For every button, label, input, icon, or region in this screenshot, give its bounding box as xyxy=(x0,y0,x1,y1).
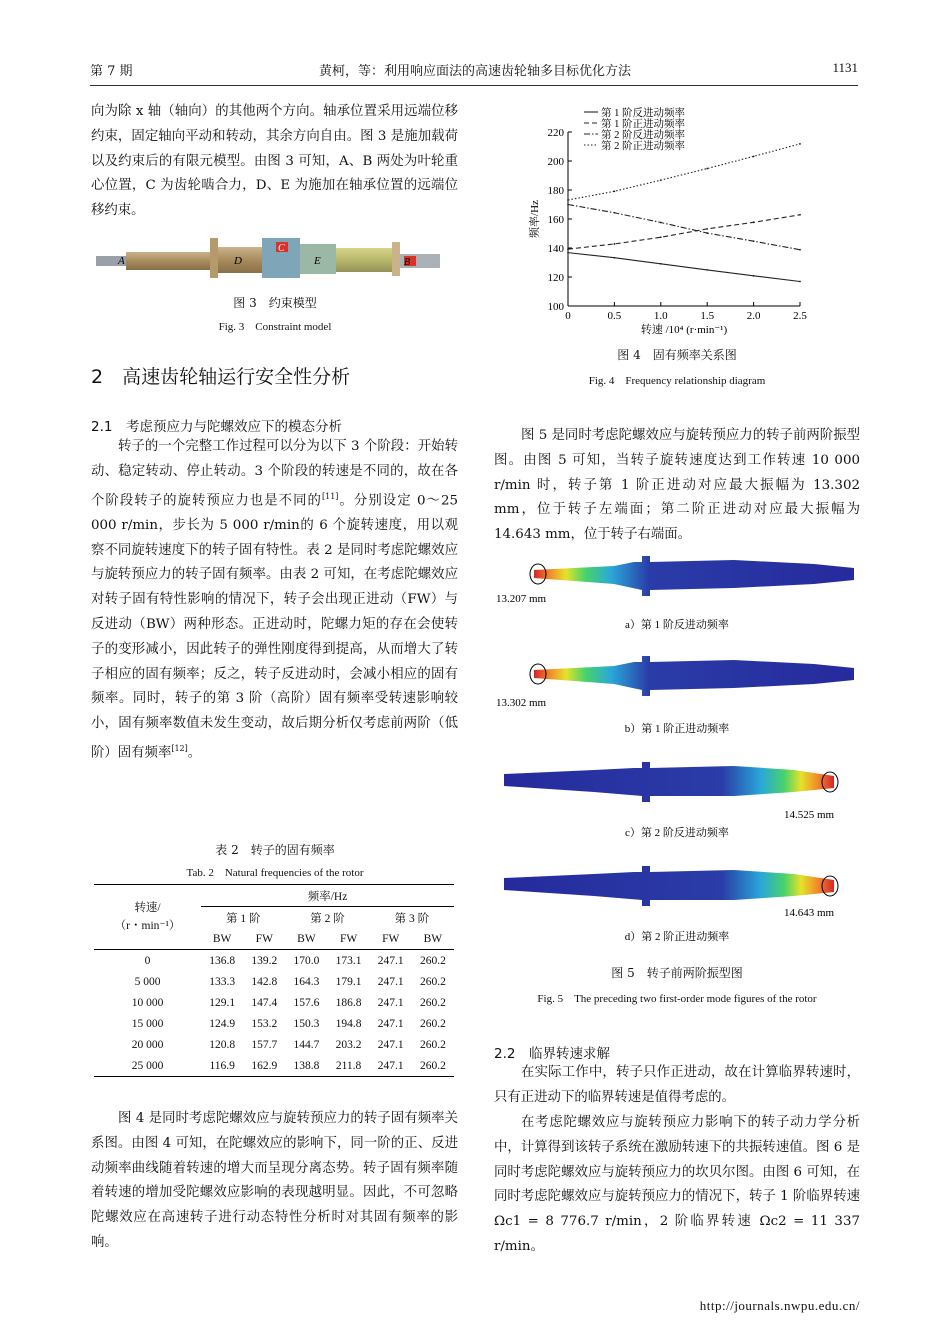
journal-issue: 第 7 期 xyxy=(90,64,133,79)
fig3-flange-right xyxy=(392,242,400,276)
header-rule xyxy=(90,85,858,86)
table-cell-freq: 153.2 xyxy=(251,1017,278,1030)
data-point xyxy=(614,190,616,192)
fig5-mode-shapes xyxy=(494,556,860,956)
table-cell-freq: 260.2 xyxy=(419,1038,446,1051)
legend-label: 第 1 阶反进动频率 xyxy=(601,108,685,119)
tab2-caption-cn: 表 2 转子的固有频率 xyxy=(215,843,335,857)
fig5-d-value: 14.643 mm xyxy=(784,907,835,919)
page-number: 1131 xyxy=(832,60,858,75)
table-cell-freq: 186.8 xyxy=(335,996,362,1009)
data-point xyxy=(567,199,569,201)
table-row xyxy=(94,1013,454,1034)
paragraph-modal-analysis-part1: 转子的一个完整工作过程可以分为以下 3 个阶段：开始转动、稳定转动、停止转动。3 个阶段的转速是不同的，故在各个阶段转子的旋转预应力也是不同的 xyxy=(91,439,458,509)
data-point xyxy=(753,155,755,157)
x-tick-label: 2.0 xyxy=(746,310,761,322)
table-cell-freq: 120.8 xyxy=(209,1038,236,1051)
series-line xyxy=(568,253,800,282)
table-row xyxy=(94,992,454,1013)
data-point xyxy=(660,222,662,224)
table-cell-freq: 260.2 xyxy=(419,954,446,967)
data-point xyxy=(799,249,801,251)
x-tick-label: 1.0 xyxy=(653,310,668,322)
fig5-caption-cn: 图 5 转子前两阶振型图 xyxy=(611,966,743,980)
running-title: 黄柯，等：利用响应面法的高速齿轮轴多目标优化方法 xyxy=(318,64,631,79)
fig3-caption-en: Fig. 3 Constraint model xyxy=(218,321,332,333)
data-point xyxy=(799,214,801,216)
table-head-order1: 第 1 阶 xyxy=(225,912,261,925)
section-2-1-heading: 2.1 考虑预应力与陀螺效应下的模态分析 xyxy=(91,419,342,435)
table-cell-freq: 144.7 xyxy=(293,1038,320,1051)
data-point xyxy=(799,281,801,283)
y-tick-label: 140 xyxy=(547,243,564,255)
fig3-constraint-model xyxy=(92,232,458,282)
fig3-label-B: B xyxy=(404,257,411,268)
table-cell-freq: 260.2 xyxy=(419,975,446,988)
section-2-2-heading: 2.2 临界转速求解 xyxy=(494,1046,610,1062)
x-tick-label: 1.5 xyxy=(700,310,715,322)
table-cell-freq: 136.8 xyxy=(209,954,236,967)
fig5-b-caption: b）第 1 阶正进动频率 xyxy=(624,723,730,735)
fig3-shaft-left xyxy=(126,252,210,270)
x-axis-label: 转速 /10⁴ (r·min⁻¹) xyxy=(640,324,728,336)
table-cell-speed: 10 000 xyxy=(131,996,164,1009)
fig3-caption-cn: 图 3 约束模型 xyxy=(233,296,317,310)
data-point xyxy=(567,252,569,254)
paragraph-bearing-constraint: 向为除 x 轴（轴向）的其他两个方向。轴承位置采用远端位移约束，固定轴向平动和转动，其余方向自由。图 3 是施加载荷以及约束后的有限元模型。由图 3 可知，A、B 两处为叶轮重心位置，C 为齿轮啮合力，D、E 为施加在轴承位置的远端位移约束。 xyxy=(91,104,458,219)
data-point xyxy=(660,263,662,265)
table-row xyxy=(94,1034,454,1055)
data-point xyxy=(567,248,569,250)
table-head-speed-line2: （r・min⁻¹） xyxy=(114,920,181,932)
y-tick-label: 120 xyxy=(547,272,564,284)
data-point xyxy=(706,228,708,230)
table-cell-freq: 139.2 xyxy=(251,954,278,967)
data-point xyxy=(706,168,708,170)
fig4-caption-cn: 图 4 固有频率关系图 xyxy=(617,348,737,362)
data-point xyxy=(753,221,755,223)
x-tick-label: 0.5 xyxy=(607,310,622,322)
table-body xyxy=(94,950,454,1077)
table-cell-freq: 138.8 xyxy=(285,1055,327,1077)
data-point xyxy=(753,275,755,277)
fig5-c-caption: c）第 2 阶反进动频率 xyxy=(625,827,729,839)
table-cell-freq: 157.7 xyxy=(251,1038,278,1051)
fig5-c-value: 14.525 mm xyxy=(784,809,835,821)
citation-11[interactable]: [11] xyxy=(322,491,339,501)
table-head-mode: BW xyxy=(412,928,454,950)
series-line xyxy=(568,205,800,250)
table-cell-freq: 147.4 xyxy=(251,996,278,1009)
table-row xyxy=(94,950,454,972)
y-axis-label: 频率/Hz xyxy=(529,200,541,238)
tab2-caption-en: Tab. 2 Natural frequencies of the rotor xyxy=(186,867,364,879)
table-head-freq: 频率/Hz xyxy=(201,885,454,907)
fig3-flange-left xyxy=(210,238,218,278)
paragraph-modal-analysis xyxy=(91,435,458,766)
y-tick-label: 160 xyxy=(547,214,564,226)
table-cell-freq: 150.3 xyxy=(293,1017,320,1030)
table-head-mode: BW xyxy=(285,928,327,950)
data-point xyxy=(799,143,801,145)
table-cell-freq: 247.1 xyxy=(370,1055,412,1077)
table-cell-speed: 15 000 xyxy=(131,1017,164,1030)
legend-label: 第 1 阶正进动频率 xyxy=(601,119,685,130)
fig4-caption-en: Fig. 4 Frequency relationship diagram xyxy=(588,375,766,387)
fig5-a-caption: a）第 1 阶反进动频率 xyxy=(625,619,729,631)
fig5-b-value: 13.302 mm xyxy=(496,697,547,709)
data-point xyxy=(706,232,708,234)
table-head-mode: FW xyxy=(328,928,370,950)
fig5-d-shape xyxy=(504,866,838,906)
table-row xyxy=(94,971,454,992)
x-tick-label: 2.5 xyxy=(793,310,807,322)
table-cell-freq: 247.1 xyxy=(377,1017,404,1030)
table-cell-speed: 0 xyxy=(144,954,151,967)
data-point xyxy=(660,179,662,181)
fig5-d-caption: d）第 2 阶正进动频率 xyxy=(624,931,730,943)
table-cell-freq: 162.9 xyxy=(243,1055,285,1077)
y-tick-label: 220 xyxy=(547,127,564,139)
table-cell-freq: 129.1 xyxy=(209,996,236,1009)
paragraph-fig4-discussion: 图 4 是同时考虑陀螺效应与旋转预应力的转子固有频率关系图。由图 4 可知，在陀螺效应的影响下，同一阶的正、反进动频率曲线随着转速的增大而呈现分离态势。转子固有频率随着转速的增加受陀螺效应影响的表现越明显。因此，不可忽略陀螺效应在高速转子进行动态特性分析时对其固有频率的影响。 xyxy=(91,1111,458,1250)
y-tick-label: 180 xyxy=(547,185,564,197)
fig5-a-shape xyxy=(530,556,854,596)
paragraph-critical-speed-1: 在实际工作中，转子只作正进动，故在计算临界转速时，只有正进动下的临界转速是值得考虑的。 xyxy=(494,1065,860,1105)
table-cell-freq: 142.8 xyxy=(251,975,278,988)
y-tick-label: 100 xyxy=(547,301,564,313)
y-tick-label: 200 xyxy=(547,156,564,168)
table-head-speed xyxy=(94,885,201,950)
data-point xyxy=(614,212,616,214)
fig5-a-value: 13.207 mm xyxy=(496,593,547,605)
fig5-b-shape xyxy=(530,656,854,696)
paragraph-modal-analysis-part2: 。分别设定 0～25 000 r/min，步长为 5 000 r/min的 6 个旋转速度，用以观察不同旋转速度下的转子固有特性。表 2 是同时考虑陀螺效应与旋转预应力的转子固有频率。由表 2 可知，在考虑陀螺效应对转子固有特性影响的情况下，转子会出现正进动（FW）与反进动（BW）两种形态。正进动时，陀螺力矩的存在会使转子的变形减小，因此转子的弹性刚度得到提高，从而增大了转子相应的固有频率；反之，转子反进动时，会减小相应的固有频率。同时，转子的第 3 阶（高阶）固有频率受转速影响较小，固有频率数值未发生变动，故后期分析仅考虑前两阶（低阶）固有频率 xyxy=(91,493,458,761)
table-cell-speed: 25 000 xyxy=(94,1055,201,1077)
data-point xyxy=(660,236,662,238)
data-point xyxy=(614,257,616,259)
fig3-shaft-right xyxy=(336,248,396,272)
table-head-mode: BW xyxy=(201,928,243,950)
fig5-caption-en: Fig. 5 The preceding two first-order mode figures of the rotor xyxy=(537,993,817,1005)
table-cell-freq: 211.8 xyxy=(328,1055,370,1077)
table-cell-speed: 5 000 xyxy=(134,975,161,988)
table-head-mode: FW xyxy=(370,928,412,950)
table-cell-freq: 124.9 xyxy=(209,1017,236,1030)
table-row xyxy=(94,1055,454,1077)
table-cell-freq: 194.8 xyxy=(335,1017,362,1030)
table-cell-freq: 247.1 xyxy=(377,996,404,1009)
legend-label: 第 2 阶正进动频率 xyxy=(601,141,685,152)
table-head-order2: 第 2 阶 xyxy=(310,912,345,925)
table-cell-freq: 157.6 xyxy=(293,996,320,1009)
legend-label: 第 2 阶反进动频率 xyxy=(601,130,685,141)
series-line xyxy=(568,215,800,249)
table-cell-speed: 20 000 xyxy=(131,1038,164,1051)
fig3-label-A: A xyxy=(118,255,125,267)
table-cell-freq: 173.1 xyxy=(335,954,362,967)
fig4-frequency-chart xyxy=(494,104,860,344)
table-cell-freq: 247.1 xyxy=(377,975,404,988)
paragraph-critical-speed-2: 在考虑陀螺效应与旋转预应力影响下的转子动力学分析中，计算得到该转子系统在激励转速下的共振转速值。图 6 是同时考虑陀螺效应与旋转预应力的坎贝尔图。由图 6 可知，在同时考虑陀螺效应与旋转预应力的情况下，转子 1 阶临界转速 Ωc1 = 8 776.7 r/min，2 阶临界转速 Ωc2 = 11 337 r/min。 xyxy=(494,1115,860,1254)
fig3-label-D: D xyxy=(234,255,242,267)
series-line xyxy=(568,144,800,200)
table-cell-freq: 260.2 xyxy=(412,1055,454,1077)
table-cell-freq: 133.3 xyxy=(209,975,236,988)
x-tick-label: 0 xyxy=(565,310,571,322)
table-head-mode: FW xyxy=(243,928,285,950)
table-cell-freq: 170.0 xyxy=(293,954,320,967)
table-cell-freq: 260.2 xyxy=(419,1017,446,1030)
data-point xyxy=(614,243,616,245)
table-cell-freq: 164.3 xyxy=(293,975,320,988)
table-head-speed-line1: 转速/ xyxy=(134,902,161,914)
fig3-label-C: C xyxy=(278,243,285,254)
table-cell-freq: 179.1 xyxy=(335,975,362,988)
table-head-order3: 第 3 阶 xyxy=(394,912,430,925)
paragraph-modal-analysis-part3: 。 xyxy=(187,745,202,761)
table-cell-freq: 116.9 xyxy=(201,1055,243,1077)
table-cell-freq: 203.2 xyxy=(335,1038,362,1051)
data-point xyxy=(567,204,569,206)
data-point xyxy=(706,269,708,271)
fig3-label-E: E xyxy=(314,255,321,267)
table-cell-freq: 247.1 xyxy=(377,1038,404,1051)
table-natural-frequencies xyxy=(94,884,454,1077)
citation-12[interactable]: [12] xyxy=(171,744,188,754)
footer-url[interactable]: http://journals.nwpu.edu.cn/ xyxy=(699,1298,860,1313)
table-cell-freq: 260.2 xyxy=(419,996,446,1009)
fig5-c-shape xyxy=(504,762,838,802)
paragraph-fig5-discussion: 图 5 是同时考虑陀螺效应与旋转预应力的转子前两阶振型图。由图 5 可知，当转子旋转速度达到工作转速 10 000 r/min 时，转子第 1 阶正进动对应最大振幅为 13.302 mm，位于转子左端面；第二阶正进动对应最大振幅为 14.643 mm，位于转子右端面。 xyxy=(494,428,860,543)
section-2-heading: 2 高速齿轮轴运行安全性分析 xyxy=(91,366,351,388)
table-cell-freq: 247.1 xyxy=(377,954,404,967)
data-point xyxy=(753,240,755,242)
